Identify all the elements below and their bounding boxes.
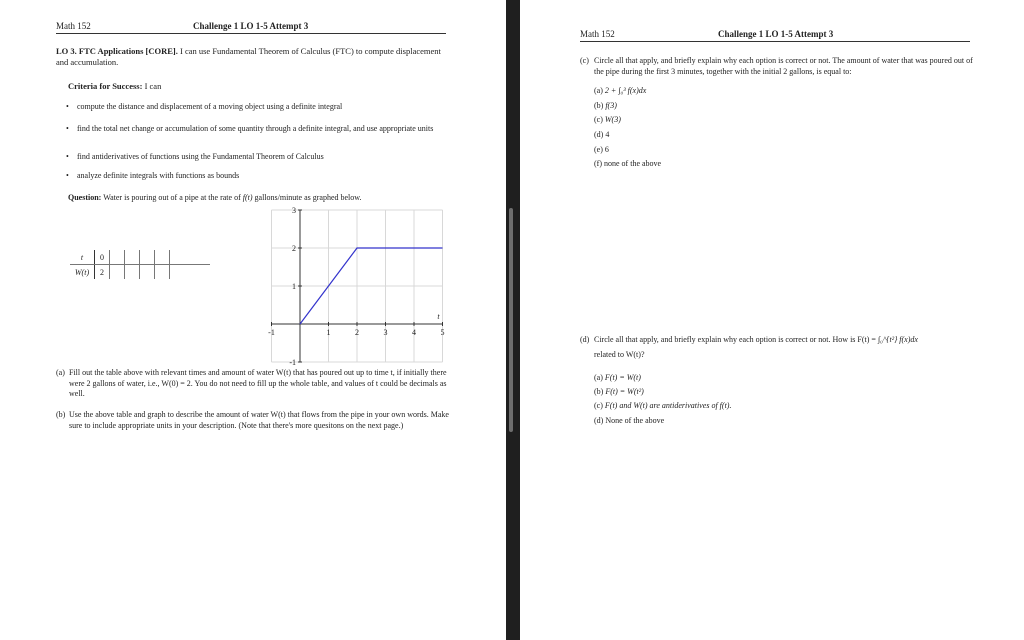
option-text: 4 (605, 130, 610, 139)
option-c-f[interactable] (594, 159, 661, 170)
part-d-text-1: Circle all that apply, and briefly explain why each option is correct or not. How is F(t) = (594, 335, 876, 344)
right-page (520, 0, 1024, 640)
option-text: F(t) = W(t²) (605, 387, 644, 396)
option-c-a[interactable] (594, 86, 646, 97)
question-post: gallons/minute as graphed below. (252, 193, 362, 202)
part-b-text: Use the above table and graph to describe the amount of water W(t) that flows from the pipe in your own words. Make sure to include appropriate units in your description. (Note that there's more quesitons on the next page.) (69, 410, 449, 430)
bullet-icon: • (66, 124, 69, 133)
scrollbar-thumb[interactable] (509, 208, 513, 432)
lo-title: LO 3. FTC Applications [CORE]. (56, 46, 178, 56)
criteria-label: Criteria for Success: (68, 81, 143, 91)
part-d-integral: ∫₀^{t²} f(x)dx (877, 335, 918, 344)
option-d-a[interactable] (594, 373, 641, 384)
y-tick-label: 1 (292, 282, 296, 291)
y-tick-label: -1 (289, 358, 296, 367)
table-cell[interactable]: 2 (95, 265, 110, 280)
table-label-t: t (70, 250, 95, 265)
part-d-line-1 (594, 335, 918, 346)
option-text: 6 (604, 145, 609, 154)
bullet-icon: • (66, 171, 69, 180)
x-tick-label: 4 (412, 328, 416, 337)
question-label: Question: (68, 193, 102, 202)
bullet-icon: • (66, 152, 69, 161)
question-pre: Water is pouring out of a pipe at the rate of (101, 193, 243, 202)
option-text: f(3) (605, 101, 617, 110)
criteria-item: analyze definite integrals with functions as bounds (77, 171, 240, 180)
option-label: (a) (594, 86, 603, 95)
rate-graph (258, 200, 458, 367)
option-label: (d) (594, 416, 604, 425)
option-c-b[interactable] (594, 101, 617, 112)
option-c-c[interactable] (594, 115, 621, 126)
x-tick-label: -1 (268, 328, 275, 337)
table-cell[interactable] (140, 265, 155, 280)
x-tick-label: 1 (326, 328, 331, 337)
criteria-item: find antiderivatives of functions using the Fundamental Theorem of Calculus (77, 152, 324, 161)
y-tick-label: 3 (292, 206, 296, 215)
right-header-title: Challenge 1 LO 1-5 Attempt 3 (718, 29, 834, 39)
option-label: (e) (594, 145, 603, 154)
part-b-label: (b) (56, 410, 66, 419)
criteria-item: compute the distance and displacement of a moving object using a definite integral (77, 102, 343, 111)
table-cell[interactable] (110, 265, 125, 280)
criteria-heading (68, 81, 161, 92)
criteria-text: I can (142, 81, 162, 91)
part-a-label: (a) (56, 368, 65, 377)
x-tick-label: 5 (440, 328, 445, 337)
table-cell[interactable] (170, 265, 211, 280)
criteria-item: find the total net change or accumulation of some quantity through a definite integral, and use appropriate units (77, 124, 434, 133)
table-row-t (70, 250, 210, 265)
part-c-text: Circle all that apply, and briefly explain why each option is correct or not. The amount of water that was poured out of the pipe during the first 3 minutes, together with the initial 2 gallons, is equal to: (594, 56, 973, 76)
table-cell[interactable] (170, 250, 211, 265)
option-text: none of the above (604, 159, 662, 168)
table-cell[interactable] (155, 250, 170, 265)
table-cell[interactable]: 0 (95, 250, 110, 265)
option-label: (d) (594, 130, 604, 139)
option-label: (a) (594, 373, 603, 382)
x-tick-label: 2 (355, 328, 359, 337)
x-axis-label: t (437, 312, 440, 321)
learning-objective (56, 46, 448, 68)
option-c-e[interactable] (594, 145, 609, 156)
bullet-icon: • (66, 102, 69, 111)
left-page (0, 0, 506, 640)
water-table (70, 250, 210, 279)
part-c-label: (c) (580, 56, 589, 65)
option-text: F(t) = W(t) (604, 373, 641, 382)
option-text: 2 + ∫₀³ f(x)dx (604, 86, 647, 95)
table-cell[interactable] (125, 250, 140, 265)
option-d-d[interactable] (594, 416, 664, 427)
question-fn: f(t) (242, 193, 253, 202)
x-tick-label: 3 (383, 328, 388, 337)
option-text: None of the above (605, 416, 665, 425)
option-label: (c) (594, 401, 603, 410)
table-cell[interactable] (155, 265, 170, 280)
table-cell[interactable] (110, 250, 125, 265)
option-d-c[interactable] (594, 401, 731, 412)
table-label-w: W(t) (74, 267, 90, 277)
part-d-text-2: related to W(t)? (594, 350, 645, 359)
right-header-rule (580, 41, 970, 42)
table-cell[interactable] (125, 265, 140, 280)
left-header-title: Challenge 1 LO 1-5 Attempt 3 (193, 21, 309, 31)
option-label: (c) (594, 115, 603, 124)
part-d-label: (d) (580, 335, 590, 344)
option-label: (f) (594, 159, 602, 168)
option-text: W(3) (604, 115, 621, 124)
right-header-course: Math 152 (580, 29, 615, 39)
lo-text: I can use Fundamental Theorem of Calculus (FTC) to compute displacement and accumulation. (56, 46, 441, 67)
left-header-rule (56, 33, 446, 34)
table-row-w (70, 265, 210, 280)
option-label: (b) (594, 387, 604, 396)
left-header-course: Math 152 (56, 21, 91, 31)
option-text: F(t) and W(t) are antiderivatives of f(t). (604, 401, 732, 410)
option-d-b[interactable] (594, 387, 644, 398)
option-label: (b) (594, 101, 604, 110)
option-c-d[interactable] (594, 130, 609, 141)
part-a-text: Fill out the table above with relevant times and amount of water W(t) that has poured out up to time t, if initially there were 2 gallons of water, i.e., W(0) = 2. You do not need to fill up the whole table, and values of t could be decimals as well. (69, 368, 447, 398)
y-tick-label: 2 (292, 244, 296, 253)
table-cell[interactable] (140, 250, 155, 265)
